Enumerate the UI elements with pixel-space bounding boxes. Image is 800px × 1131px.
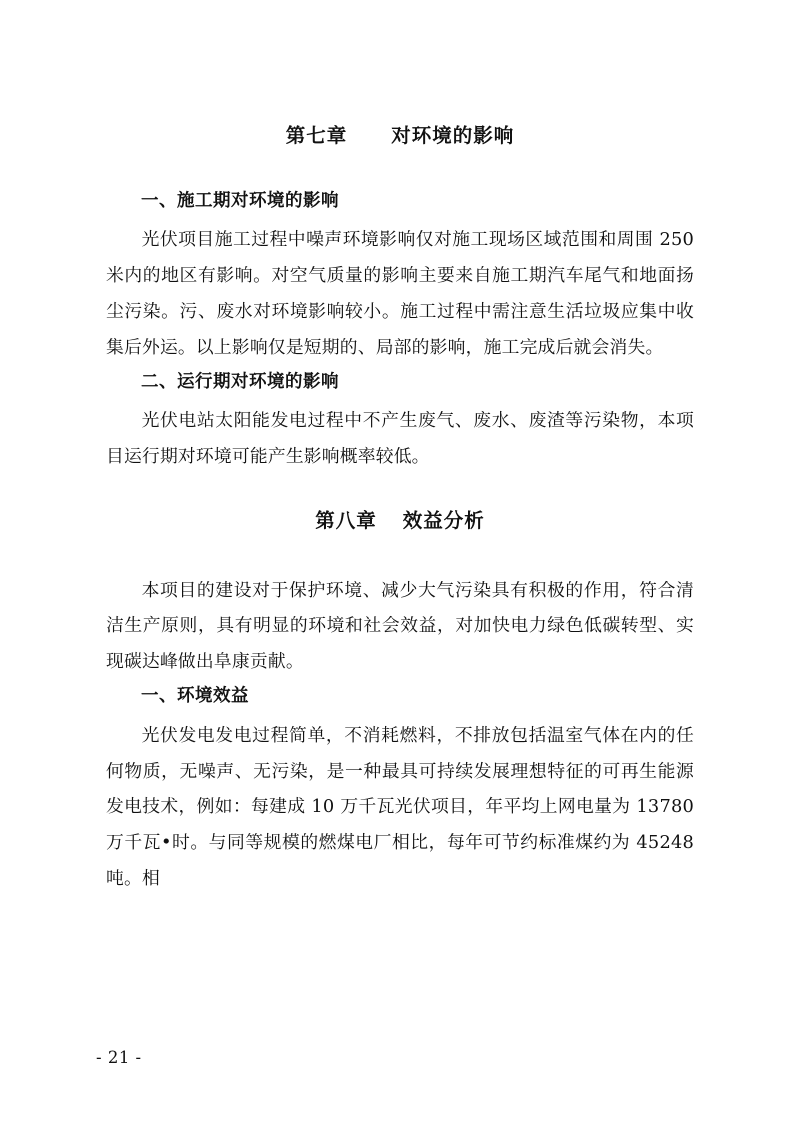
chapter-7-number: 第七章 (285, 124, 348, 147)
spacer (106, 151, 694, 185)
chapter-7-title (106, 120, 694, 151)
paragraph-7-2: 光伏电站太阳能发电过程中不产生废气、废水、废渣等污染物，本项目运行期对环境可能产生影响概率较低。 (106, 410, 694, 468)
page-content (106, 120, 694, 897)
spacer (106, 537, 694, 573)
paragraph-8-intro: 本项目的建设对于保护环境、减少大气污染具有积极的作用，符合清洁生产原则，具有明显的环境和社会效益，对加快电力绿色低碳转型、实现碳达峰做出阜康贡献。 (106, 579, 694, 673)
chapter-8-title (106, 505, 694, 536)
section-heading-8-1: 一、环境效益 (141, 686, 249, 707)
section-heading-7-1: 一、施工期对环境的影响 (141, 191, 339, 212)
section-heading-7-2: 二、运行期对环境的影响 (141, 372, 339, 393)
chapter-7-title-text: 对环境的影响 (391, 124, 515, 147)
spacer (106, 475, 694, 505)
paragraph-7-1: 光伏项目施工过程中噪声环境影响仅对施工现场区域范围和周围 250 米内的地区有影响。对空气质量的影响主要来自施工期汽车尾气和地面扬尘污染。污、废水对环境影响较小。施工过程中需注意生活垃圾应集中收集后外运。以上影响仅是短期的、局部的影响，施工完成后就会消失。 (106, 229, 694, 359)
chapter-8-title-text: 效益分析 (402, 509, 485, 533)
page-number: - 21 - (96, 1048, 142, 1067)
chapter-8-number: 第八章 (315, 509, 377, 533)
paragraph-8-1: 光伏发电发电过程简单，不消耗燃料，不排放包括温室气体在内的任何物质，无噪声、无污染，是一种最具可持续发展理想特征的可再生能源发电技术，例如：每建成 10 万千瓦光伏项目，年平均上网电量为 13780 万千瓦•时。与同等规模的燃煤电厂相比，每年可节约标准煤约为 45248 吨。相 (106, 724, 694, 890)
